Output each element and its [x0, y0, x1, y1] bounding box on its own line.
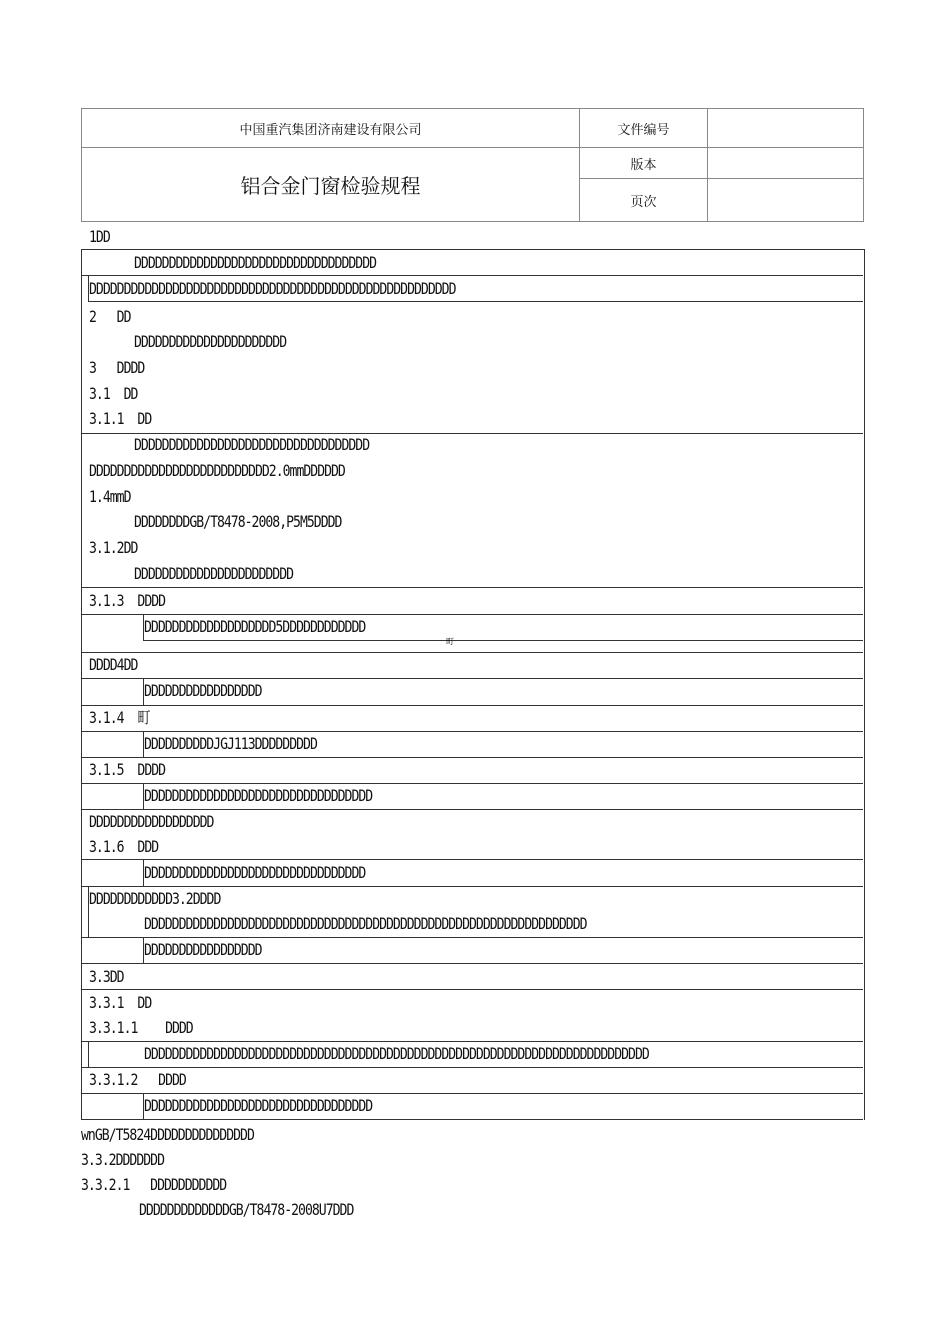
rule	[81, 1067, 863, 1068]
version-value	[708, 148, 864, 179]
rule	[143, 640, 863, 641]
company-name: 中国重汽集团济南建设有限公司	[82, 109, 580, 148]
body-line: 1DD	[89, 227, 110, 246]
rule	[88, 1041, 89, 1067]
body-line: DDDDDDDDDDDDDDDDDDDDDDDDDDDDDDDDD	[144, 1096, 373, 1115]
rule	[81, 859, 863, 860]
rule	[81, 809, 863, 810]
document-header-table	[81, 108, 864, 222]
rule	[81, 989, 863, 990]
body-line: 町	[446, 637, 454, 646]
doc-number-value	[708, 109, 864, 148]
rule	[81, 1093, 863, 1094]
body-line: 3.1.1 DD	[89, 409, 152, 428]
document-title: 铝合金门窗检验规程	[82, 148, 580, 222]
version-label: 版本	[580, 148, 708, 179]
body-line: 3.1.5 DDDD	[89, 760, 166, 779]
rule	[81, 886, 863, 887]
page-label: 页次	[580, 179, 708, 222]
body-line: 1.4mmD	[89, 487, 131, 506]
rule	[81, 678, 863, 679]
body-line: 3.1.3 DDDD	[89, 591, 166, 610]
rule	[81, 783, 863, 784]
body-line: DDDDDDDDDDJGJ113DDDDDDDDD	[144, 734, 317, 753]
body-line: DDDD4DD	[89, 655, 138, 674]
body-line: DDDDDDDDDDDDDDDDD	[144, 681, 262, 700]
rule	[81, 587, 863, 588]
rule	[81, 937, 863, 938]
rule	[81, 731, 863, 732]
body-line: 2 DD	[89, 307, 131, 326]
body-line: DDDDDDDDDDDDDDDDDD	[89, 812, 214, 831]
body-line: 3 DDDD	[89, 358, 145, 377]
rule	[81, 275, 863, 276]
body-line: 3.3.2DDDDDDD	[81, 1150, 164, 1169]
rule	[81, 705, 863, 706]
rule	[81, 757, 863, 758]
body-line: DDDDDDDDDDDDDDDDDDDDDDDDDDDDDDDDDDDDDDDDDDDDDDDDDDDDDDDDDDDDDDDD	[144, 914, 587, 933]
body-line: DDDDDDDDDDDDDDDDDDDDDDDDDDDDDDDD	[144, 863, 366, 882]
body-line: DDDDDDDDDDDDDDDDD	[144, 940, 262, 959]
body-line: DDDDDDDDDDDDDDDDDDDDDDDDDDDDDDDDDDD	[134, 253, 377, 272]
body-line: 3.1.2DD	[89, 538, 138, 557]
body-line: DDDDDDDDDDDDDDDDDDDDDDDDDD2.0mmDDDDDD	[89, 461, 345, 480]
body-line: DDDDDDDDDDDDDDDDDDDDDDDDDDDDDDDDDDDDDDDDDDDDDDDDDDDDD	[89, 279, 456, 298]
body-line: 3.1 DD	[89, 384, 138, 403]
body-line: 3.3DD	[89, 967, 124, 986]
rule	[81, 963, 863, 964]
body-line: 3.3.1.1 DDDD	[89, 1018, 193, 1037]
body-line: DDDDDDDDDDDD3.2DDDD	[89, 889, 221, 908]
body-line: DDDDDDDDDDDDDDDDDDDDDDDDDDDDDDDDD	[144, 786, 373, 805]
body-line: DDDDDDDDDDDDDDDDDDDDDD	[134, 332, 287, 351]
doc-number-label: 文件编号	[580, 109, 708, 148]
body-line: DDDDDDDDDDDDDDDDDDDDDDDDDDDDDDDDDD	[134, 435, 370, 454]
body-line: 3.1.4 町	[89, 708, 150, 727]
rule	[81, 1119, 863, 1120]
body-line: wnGB/T5824DDDDDDDDDDDDDDD	[81, 1125, 254, 1144]
body-line: 3.3.1.2 DDDD	[89, 1070, 186, 1089]
body-line: 3.3.1 DD	[89, 993, 152, 1012]
body-line: DDDDDDDDDDDDDGB/T8478-2008U7DDD	[139, 1200, 354, 1219]
body-line: 3.3.2.1 DDDDDDDDDDD	[81, 1175, 227, 1194]
rule	[81, 1041, 863, 1042]
page-value	[708, 179, 864, 222]
rule	[81, 614, 863, 615]
body-line: DDDDDDDDDDDDDDDDDDDDDDD	[134, 564, 294, 583]
rule	[88, 301, 863, 302]
rule	[81, 652, 863, 653]
body-line: DDDDDDDDGB/T8478-2008,P5M5DDDD	[134, 512, 342, 531]
body-line: DDDDDDDDDDDDDDDDDDD5DDDDDDDDDDDD	[144, 617, 366, 636]
body-line: 3.1.6 DDD	[89, 837, 159, 856]
body-line: DDDDDDDDDDDDDDDDDDDDDDDDDDDDDDDDDDDDDDDDDDDDDDDDDDDDDDDDDDDDDDDDDDDDDDDDD	[144, 1044, 649, 1063]
